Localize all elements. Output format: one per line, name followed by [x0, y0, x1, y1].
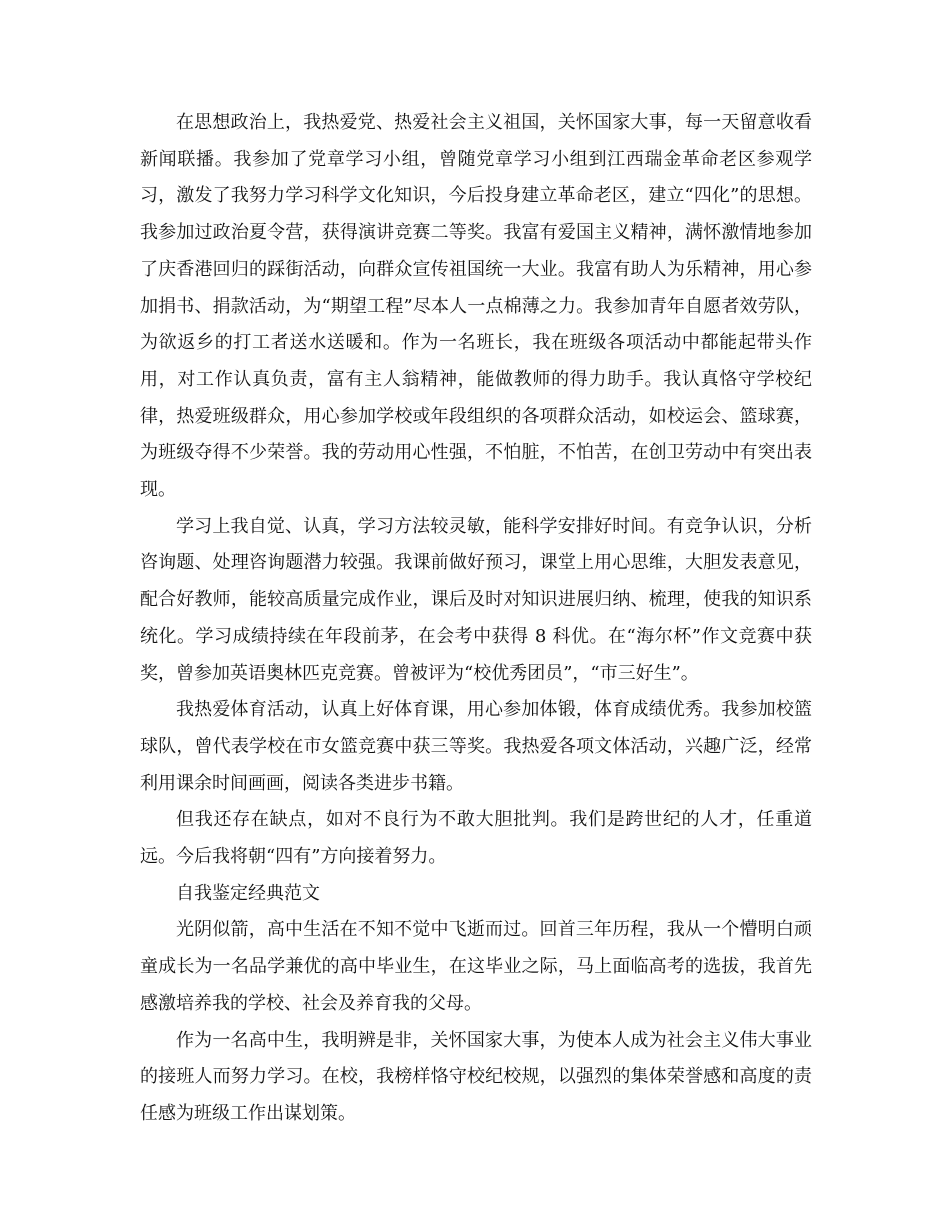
paragraph-student-duty: 作为一名高中生，我明辨是非，关怀国家大事，为使本人成为社会主义伟大事业的接班人而努力学习。在校，我榜样恪守校纪校规，以强烈的集体荣誉感和高度的责任感为班级工作出谋划策。: [140, 1029, 812, 1124]
paragraph-sports: 我热爱体育活动，认真上好体育课，用心参加体锻，体育成绩优秀。我参加校篮球队，曾代表学校在市女篮竞赛中获三等奖。我热爱各项文体活动，兴趣广泛，经常利用课余时间画画，阅读各类进步书籍。: [140, 699, 812, 794]
section-heading: 自我鉴定经典范文: [176, 882, 320, 904]
paragraph-political: 在思想政治上，我热爱党、热爱社会主义祖国，关怀国家大事，每一天留意收看新闻联播。我参加了党章学习小组，曾随党章学习小组到江西瑞金革命老区参观学习，激发了我努力学习科学文化知识，今后投身建立革命老区，建立“四化”的思想。我参加过政治夏令营，获得演讲竞赛二等奖。我富有爱国主义精神，满怀激情地参加了庆香港回归的踩街活动，向群众宣传祖国统一大业。我富有助人为乐精神，用心参加捐书、捐款活动，为“期望工程”尽本人一点棉薄之力。我参加青年自愿者效劳队，为欲返乡的打工者送水送暖和。作为一名班长，我在班级各项活动中都能起带头作用，对工作认真负责，富有主人翁精神，能做教师的得力助手。我认真恪守学校纪律，热爱班级群众，用心参加学校或年段组织的各项群众活动，如校运会、篮球赛，为班级夺得不少荣誉。我的劳动用心性强，不怕脏，不怕苦，在创卫劳动中有突出表现。: [140, 112, 812, 501]
paragraph-study: 学习上我自觉、认真，学习方法较灵敏，能科学安排好时间。有竞争认识，分析咨询题、处理咨询题潜力较强。我课前做好预习，课堂上用心思维，大胆发表意见，配合好教师，能较高质量完成作业，课后及时对知识进展归纳、梳理，使我的知识系统化。学习成绩持续在年段前茅，在会考中获得 8 科优。在“海尔杯”作文竞赛中获奖，曾参加英语奥林匹克竞赛。曾被评为“校优秀团员”，“市三好生”。: [140, 515, 812, 684]
paragraph-shortcomings: 但我还存在缺点，如对不良行为不敢大胆批判。我们是跨世纪的人才，任重道远。今后我将朝“四有”方向接着努力。: [140, 809, 812, 868]
paragraph-intro: 光阴似箭，高中生活在不知不觉中飞逝而过。回首三年历程，我从一个懵明白顽童成长为一名品学兼优的高中毕业生，在这毕业之际，马上面临高考的选拔，我首先感激培养我的学校、社会及养育我的父母。: [140, 919, 812, 1014]
document-page: [140, 105, 812, 1133]
